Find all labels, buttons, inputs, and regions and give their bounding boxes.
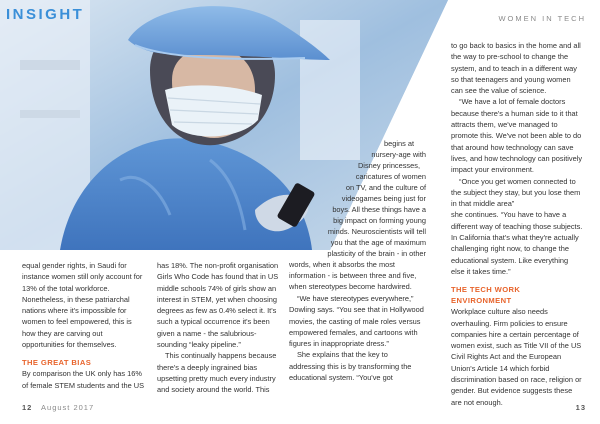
col4-paragraph-5: Workplace culture also needs overhauling. Firm policies to ensure companies hire a certain percentage of women exist, such as Title VII of the US Civil Rights Act and the European Union's Article 14 which forbid discrimination based on race, religion or gender. But evidence suggests these are not enough. bbox=[451, 307, 582, 407]
column-1 bbox=[22, 260, 146, 391]
col3-line-11: words, when it absorbs the most bbox=[289, 260, 395, 269]
subhead-tech-work-environment: THE TECH WORK ENVIRONMENT bbox=[451, 285, 521, 306]
column-3-lower bbox=[289, 293, 424, 383]
col3-line-0: begins at bbox=[384, 139, 414, 148]
col3-paragraph-2: “We have stereotypes everywhere,” Dowling says. “You see that in Hollywood movies, the casting of male roles versus empowered females, and cartoons with figures in inappropriate dress.” bbox=[289, 294, 424, 349]
col3-line-12: information - is between three and five, bbox=[289, 271, 417, 280]
col2-paragraph-2: This continually happens because there's a deeply ingrained bias upsetting pretty much every industry and society around the world. This bbox=[157, 351, 277, 395]
col3-line-9: you that the age of maximum bbox=[330, 238, 426, 247]
col3-line-6: boys. All these things have a bbox=[332, 205, 426, 214]
col3-line-8: minds. Neuroscientists will tell bbox=[327, 227, 426, 236]
col3-line-2: Disney princesses, bbox=[357, 161, 420, 170]
col3-line-4: on TV, and the culture of bbox=[345, 183, 426, 192]
col1-paragraph-2: By comparison the UK only has 16% of female STEM students and the US bbox=[22, 369, 145, 390]
col4-paragraph-1: to go back to basics in the home and all the way to pre-school to change the system, and to teach in a different way so that teenagers and young women can see the value of science. bbox=[451, 41, 581, 96]
column-4 bbox=[451, 40, 583, 408]
section-title: INSIGHT bbox=[6, 6, 85, 23]
col3-line-3: caricatures of women bbox=[355, 172, 426, 181]
col3-line-7: big impact on forming young bbox=[333, 216, 426, 225]
page-number-left: 12 bbox=[22, 403, 33, 412]
footer-left bbox=[22, 403, 94, 412]
column-2 bbox=[157, 260, 281, 396]
col4-paragraph-2: “We have a lot of female doctors because there's a human side to it that attracts them, we've managed to promote this. We've not been able to do that around how technology can save lives, and how technology can positively impact your environment. bbox=[451, 97, 583, 175]
col3-line-13: when stereotypes become hardwired. bbox=[289, 282, 412, 291]
col1-paragraph-1: equal gender rights, in Saudi for instance women still only account for 13% of the total workforce. Nonetheless, in these patriarchal nations where it's impossible for women to feel empowered, this is how they are carving out opportunities for themselves. bbox=[22, 261, 143, 350]
col3-line-5: videogames being just for bbox=[341, 194, 426, 203]
subhead-great-bias: THE GREAT BIAS bbox=[22, 358, 92, 368]
col2-paragraph-1: has 18%. The non-profit organisation Girls Who Code has found that in US middle schools 74% of girls show an interest in STEM, yet when choosing degrees as few as 0.4% select it. It's such a typical occurrence it's been given a name - the salubrious-sounding “leaky pipeline.” bbox=[157, 261, 279, 350]
issue-date: August 2017 bbox=[41, 403, 95, 412]
col4-paragraph-4: she continues. “You have to have a different way of teaching those subjects. In California that's what they're actually challenging right now, to change the educational system. Like everything else it takes time.” bbox=[451, 210, 583, 276]
col3-paragraph-3: She explains that the key to addressing this is by transforming the educational system. “You've got bbox=[289, 350, 412, 383]
col3-line-10: plasticity of the brain - in other bbox=[327, 249, 426, 258]
running-head: WOMEN IN TECH bbox=[498, 14, 586, 23]
col3-line-1: nursery-age with bbox=[371, 150, 426, 159]
page-number-right: 13 bbox=[575, 403, 586, 412]
col4-paragraph-3: “Once you get women connected to the subject they stay, but you lose them in that middle area” bbox=[451, 176, 581, 209]
